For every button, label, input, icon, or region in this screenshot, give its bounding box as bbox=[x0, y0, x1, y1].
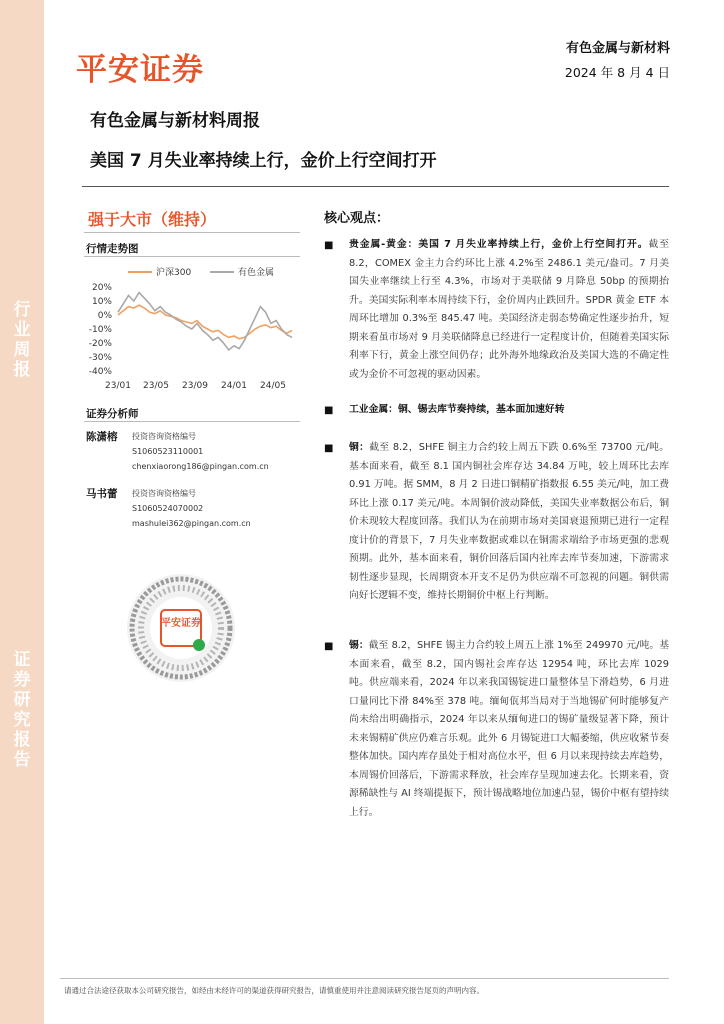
paragraph-lead: 锡： bbox=[349, 640, 369, 651]
side-char: 周 bbox=[13, 340, 31, 360]
analyst-section-label: 证券分析师 bbox=[86, 408, 139, 420]
divider bbox=[84, 256, 300, 257]
analyst-cert-label: 投资咨询资格编号 bbox=[132, 432, 196, 441]
core-views-title: 核心观点： bbox=[324, 211, 390, 226]
header-date: 2024 年 8 月 4 日 bbox=[564, 65, 670, 80]
divider bbox=[84, 232, 300, 233]
bullet-icon: ■ bbox=[324, 443, 334, 454]
report-subtitle: 美国 7 月失业率持续上行，金价上行空间打开 bbox=[90, 151, 437, 171]
y-tick-label: -30% bbox=[88, 353, 112, 363]
bullet-icon: ■ bbox=[324, 240, 334, 251]
divider bbox=[84, 421, 300, 422]
series-line-nonferrous bbox=[118, 293, 292, 350]
qr-code[interactable] bbox=[126, 573, 236, 683]
x-tick-label: 23/05 bbox=[143, 381, 169, 391]
side-char: 业 bbox=[13, 320, 31, 340]
y-tick-label: 20% bbox=[91, 283, 112, 293]
footer-disclaimer: 请通过合法途径获取本公司研究报告，如经由未经许可的渠道获得研究报告，请慎重使用并注意阅读研究报告尾页的声明内容。 bbox=[64, 986, 484, 995]
y-tick-label: 0% bbox=[97, 311, 112, 321]
bullet-icon: ■ bbox=[324, 405, 334, 416]
header-category: 有色金属与新材料 bbox=[565, 41, 670, 56]
analyst-email[interactable]: chenxiaorong186@pingan.com.cn bbox=[132, 462, 269, 471]
paragraph-lead: 工业金属：铜、锡去库节奏持续，基本面加速好转 bbox=[349, 404, 565, 415]
chart-legend bbox=[128, 266, 274, 278]
divider bbox=[60, 978, 669, 979]
divider bbox=[82, 186, 669, 187]
analyst-name: 陈潇榕 bbox=[86, 431, 118, 443]
side-char: 研 bbox=[13, 690, 31, 710]
wechat-icon bbox=[193, 639, 205, 651]
analyst-cert: S1060524070002 bbox=[132, 504, 204, 513]
paragraph-body: 截至 8.2，SHFE 铜主力合约较上周五下跌 0.6%至 73700 元/吨。基本面来看，截至 8.1 国内铜社会库存达 34.84 万吨，较上周环比去库 0.91 万吨。据 SMM，8 月 2 日进口铜精矿指数报 6.55 美元/吨，加工费环比上涨 0.17 美元/吨。本周铜价波动降低，美国失业率数据公布后，铜价未现较大程度回落。我们认为在前期市场对美国衰退预期已进行一定程度计价的背景下，7 月失业率数据或难以在铜需求端给予市场更强的悲观预期。此外，基本面来看，铜价回落后国内社库去库节奏加速，下游需求韧性逐步显现，长周期资本开支不足仍为供应端不可忽视的问题。铜供需向好长逻辑不变，维持长期铜价中枢上行判断。 bbox=[349, 442, 670, 601]
trend-chart-label: 行情走势图 bbox=[86, 243, 139, 255]
side-bar bbox=[0, 0, 44, 1024]
analyst-info bbox=[132, 429, 269, 474]
paragraph-copper bbox=[349, 439, 669, 606]
analyst-email[interactable]: mashulei362@pingan.com.cn bbox=[132, 519, 251, 528]
side-char: 证 bbox=[13, 650, 31, 670]
company-logo: 平安证券 bbox=[76, 52, 204, 88]
paragraph-tin bbox=[349, 637, 669, 822]
y-tick-label: -20% bbox=[88, 339, 112, 349]
paragraph-lead: 贵金属-黄金：美国 7 月失业率持续上行，金价上行空间打开。 bbox=[349, 239, 649, 250]
x-tick-label: 23/09 bbox=[182, 381, 208, 391]
y-tick-label: 10% bbox=[91, 297, 112, 307]
side-label-report-type bbox=[0, 300, 44, 380]
series-line-hs300 bbox=[118, 305, 292, 339]
paragraph-body: 截至 8.2，COMEX 金主力合约环比上涨 4.2%至 2486.1 美元/盎司。7 月美国失业率继续上行至 4.3%，市场对于美联储 9 月降息 50bp 的预期抬升。美国实际利率本周持续下行，金价周内止跌回升。SPDR 黄金 ETF 本周环比增加 0.3%至 845.47 吨。美国经济走弱态势确定性逐步抬升，短期来看虽市场对 9 月美联储降息已经进行一定程度计价，但随着美国实际利率下行，黄金上涨空间仍存；此外海外地缘政治及美国大选的不确定性或为金价不可忽视的驱动因素。 bbox=[349, 239, 669, 380]
side-char: 究 bbox=[13, 710, 31, 730]
side-char: 报 bbox=[13, 730, 31, 750]
paragraph-industrial-metals bbox=[349, 401, 669, 420]
side-label-research bbox=[0, 650, 44, 770]
analyst-cert-label: 投资咨询资格编号 bbox=[132, 489, 196, 498]
analyst-cert: S1060523110001 bbox=[132, 447, 204, 456]
y-axis bbox=[89, 283, 113, 377]
report-title: 有色金属与新材料周报 bbox=[90, 111, 260, 131]
side-char: 报 bbox=[13, 360, 31, 380]
x-tick-label: 24/05 bbox=[260, 381, 286, 391]
analyst-name: 马书蕾 bbox=[86, 488, 118, 500]
x-tick-label: 23/01 bbox=[105, 381, 131, 391]
side-char: 券 bbox=[13, 670, 31, 690]
legend-label-nonferrous: 有色金属 bbox=[238, 268, 275, 278]
paragraph-gold bbox=[349, 236, 669, 384]
analyst-info bbox=[132, 486, 251, 531]
x-tick-label: 24/01 bbox=[221, 381, 247, 391]
legend-label-hs300: 沪深300 bbox=[156, 268, 192, 278]
x-axis bbox=[105, 381, 286, 391]
paragraph-body: 截至 8.2，SHFE 锡主力合约较上周五上涨 1%至 249970 元/吨。基本面来看，截至 8.2，国内锡社会库存达 12954 吨，环比去库 1029 吨。供应端来看，2024 年以来我国锡锭进口量整体呈下滑趋势，6 月进口量同比下滑 84%至 378 吨。缅甸佤邦当局对于当地锡矿何时能够复产尚未给出明确指示，2024 年以来从缅甸进口的锡矿量级显著下降，预计未来锡精矿供应仍难言乐观。此外 6 月锡锭进口大幅萎缩，供应收紧节奏整体加快。国内库存虽处于相对高位水平，但 6 月以来现持续去库趋势，本周锡价回落后，下游需求释放，社会库存呈现加速去化。长期来看，资源稀缺性与 AI 终端提振下，预计锡战略地位加速凸显，锡价中枢有望持续上行。 bbox=[349, 640, 669, 818]
y-tick-label: -40% bbox=[88, 367, 112, 377]
qr-logo-text: 平安证券 bbox=[161, 618, 201, 629]
y-tick-label: -10% bbox=[88, 325, 112, 335]
side-char: 告 bbox=[13, 750, 31, 770]
trend-chart bbox=[84, 262, 300, 392]
bullet-icon: ■ bbox=[324, 641, 334, 652]
rating: 强于大市（维持） bbox=[88, 210, 217, 229]
paragraph-lead: 铜： bbox=[349, 442, 370, 453]
side-char: 行 bbox=[13, 300, 31, 320]
chart-series bbox=[118, 293, 292, 350]
